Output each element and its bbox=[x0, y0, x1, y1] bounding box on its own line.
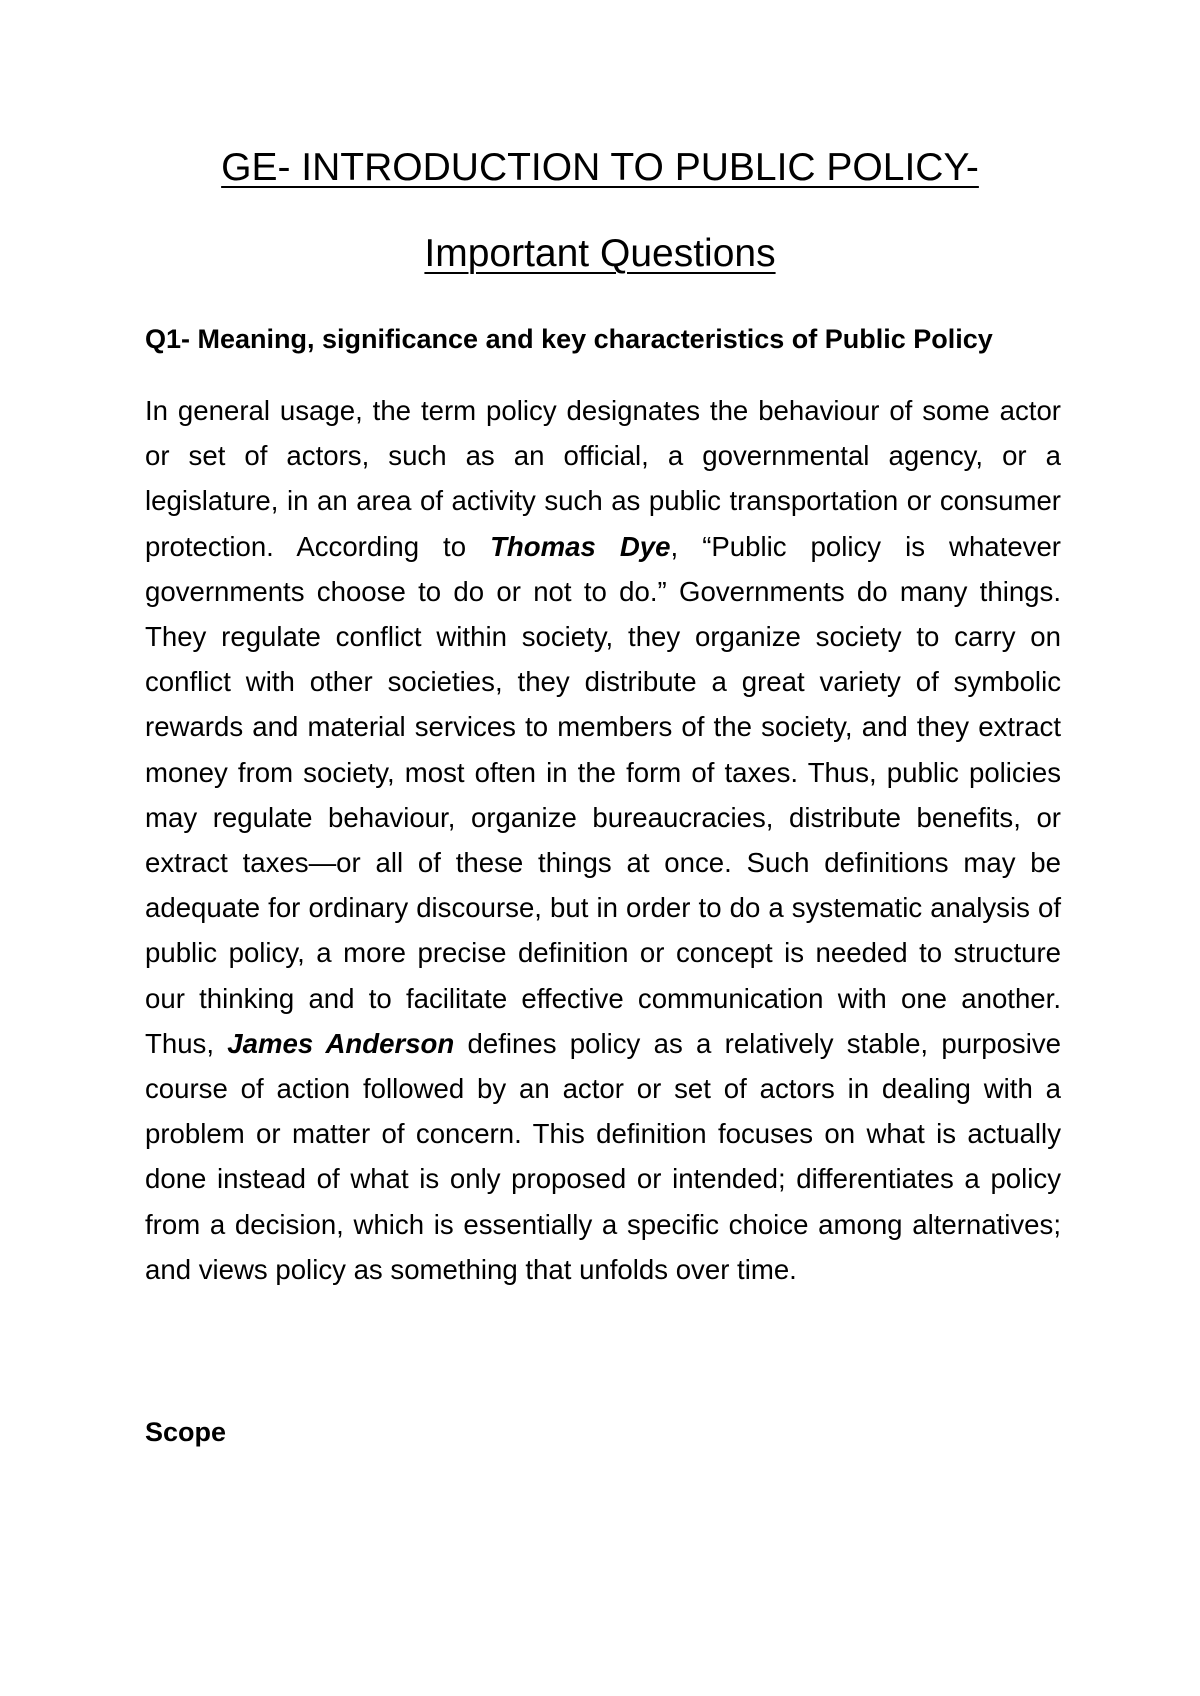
question-heading: Q1- Meaning, significance and key characteristics of Public Policy bbox=[145, 324, 993, 354]
paragraph-text-part-2: , “Public policy is whatever governments choose to do or not to do.” Governments do many things. They regulate conflict within society, they organize society to carry on conflict with other societies, they distribute a great variety of symbolic rewards and material services to members of the society, and they extract money from society, most often in the form of taxes. Thus, public policies may regulate behaviour, organize bureaucracies, distribute benefits, or extract taxes—or all of these things at once. Such definitions may be adequate for ordinary discourse, but in order to do a systematic analysis of public policy, a more precise definition or concept is needed to structure our thinking and to facilitate effective communication with one another. Thus, bbox=[145, 530, 1061, 1059]
section-heading-scope: Scope bbox=[145, 1417, 227, 1447]
title-block bbox=[0, 148, 1200, 273]
document-title: GE- INTRODUCTION TO PUBLIC POLICY- bbox=[221, 146, 979, 189]
paragraph-text-part-1: In general usage, the term policy designates the behaviour of some actor or set of actors, such as an official, a governmental agency, or a legislature, in an area of activity such as public transportation or consumer protection. According to bbox=[145, 395, 1061, 562]
author-name-james-anderson: James Anderson bbox=[227, 1027, 455, 1059]
author-name-thomas-dye: Thomas Dye bbox=[490, 530, 671, 562]
body-paragraph bbox=[145, 388, 1061, 1292]
document-subtitle: Important Questions bbox=[424, 232, 776, 275]
paragraph-text-part-3: defines policy as a relatively stable, purposive course of action followed by an actor or set of actors in dealing with a problem or matter of concern. This definition focuses on what is actually done instead of what is only proposed or intended; differentiates a policy from a decision, which is essentially a specific choice among alternatives; and views policy as something that unfolds over time. bbox=[145, 1027, 1061, 1285]
